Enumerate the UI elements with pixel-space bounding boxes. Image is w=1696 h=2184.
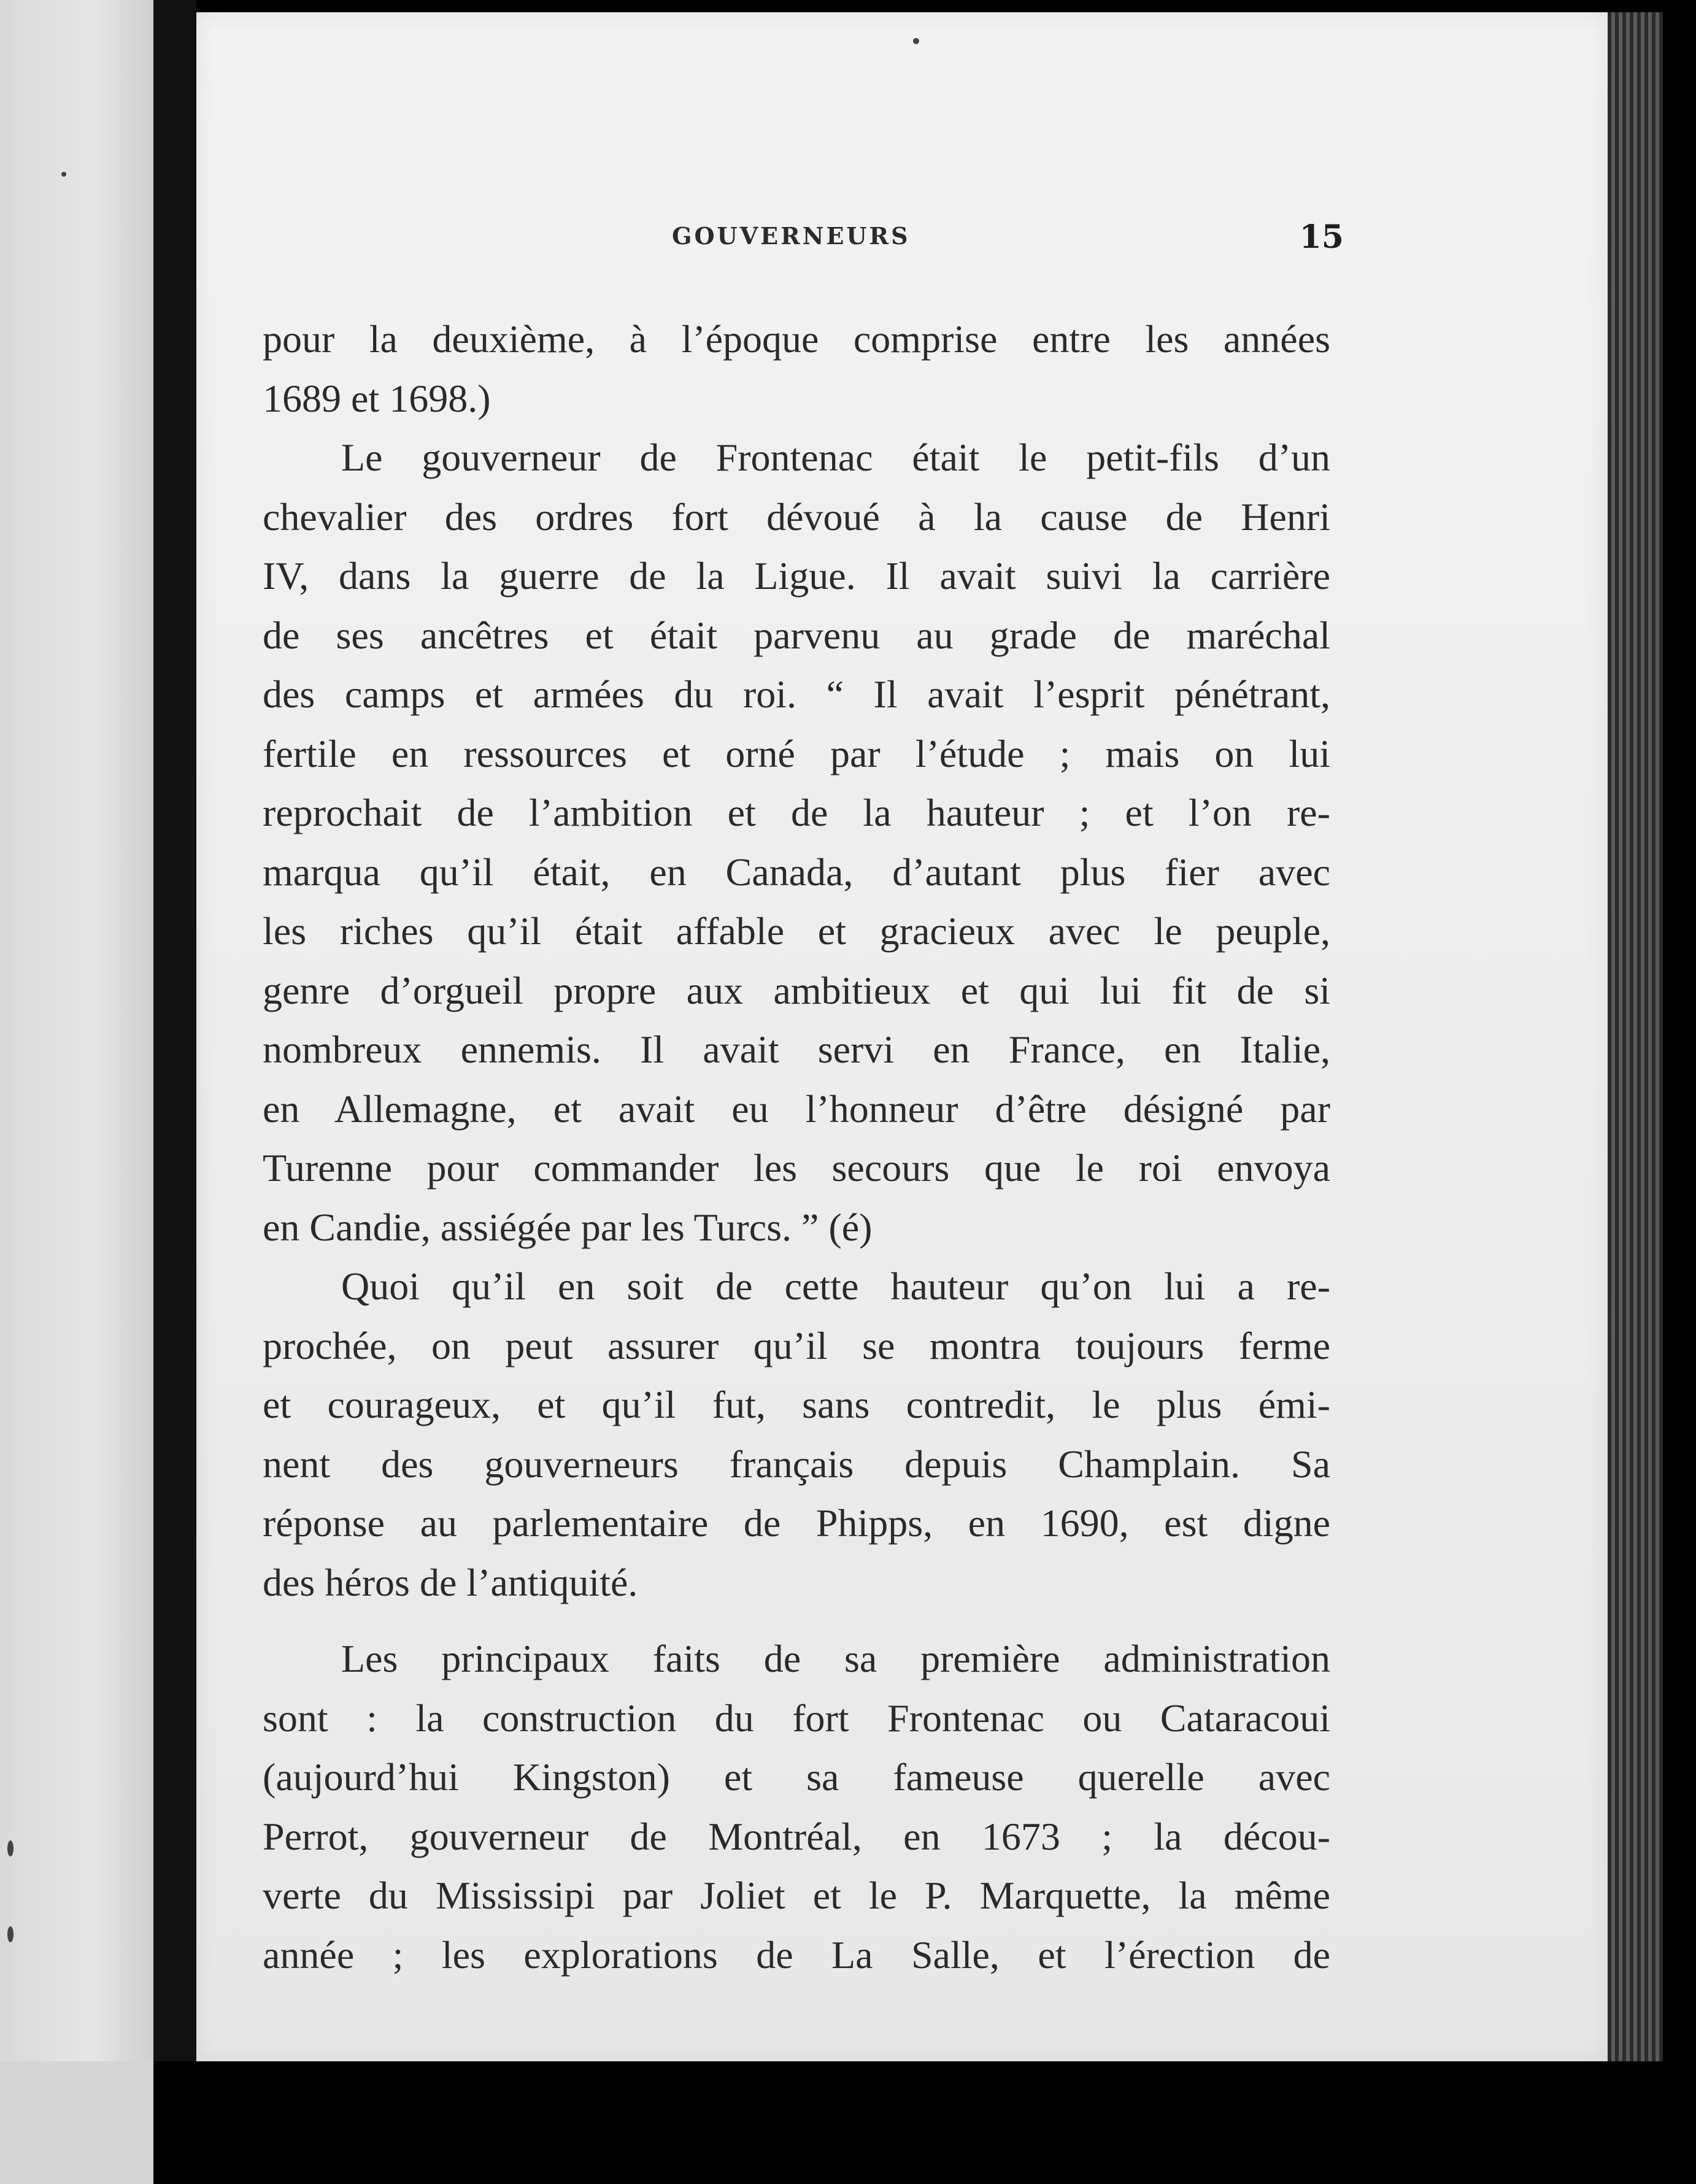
text-line: de ses ancêtres et était parvenu au grade de maréchal (263, 613, 1330, 657)
page-number: 15 (1299, 218, 1344, 256)
text-line: Quoi qu’il en soit de cette hauteur qu’on lui a re- (341, 1264, 1330, 1308)
text-line: en Allemagne, et avait eu l’honneur d’être désigné par (263, 1086, 1330, 1131)
facing-page (0, 0, 153, 2184)
page-stack-edge (1608, 12, 1663, 2061)
scan-speck (7, 1840, 13, 1856)
text-line: Turenne pour commander les secours que le roi envoya (263, 1146, 1330, 1190)
text-line: 1689 et 1698.) (263, 376, 491, 420)
text-line: nent des gouverneurs français depuis Champlain. Sa (263, 1442, 1330, 1486)
text-line: (aujourd’hui Kingston) et sa fameuse querelle avec (263, 1755, 1330, 1799)
text-line: des héros de l’antiquité. (263, 1560, 638, 1604)
body-text (263, 310, 1330, 1985)
text-line: prochée, on peut assurer qu’il se montra toujours ferme (263, 1323, 1330, 1367)
text-line: des camps et armées du roi. “ Il avait l’esprit pénétrant, (263, 672, 1330, 716)
running-title: GOUVERNEURS (672, 222, 911, 250)
text-line: Le gouverneur de Frontenac était le petit-fils d’un (341, 436, 1330, 479)
text-line: sont : la construction du fort Frontenac ou Cataracoui (263, 1696, 1330, 1740)
scan-border-bottom (0, 2061, 1696, 2184)
text-line: marqua qu’il était, en Canada, d’autant plus fier avec (263, 850, 1330, 894)
text-line: et courageux, et qu’il fut, sans contredit, le plus émi- (263, 1383, 1330, 1426)
text-line: IV, dans la guerre de la Ligue. Il avait suivi la carrière (263, 554, 1330, 598)
scan-speck (7, 1926, 13, 1942)
text-line: genre d’orgueil propre aux ambitieux et qui lui fit de si (263, 968, 1330, 1012)
scan-border-right (1663, 0, 1696, 2184)
text-line: verte du Mississipi par Joliet et le P. Marquette, la même (263, 1874, 1330, 1917)
facing-page-bottom (0, 2061, 153, 2184)
scan-speck (913, 38, 919, 44)
text-line: nombreux ennemis. Il avait servi en France, en Italie, (263, 1028, 1330, 1071)
book-gutter (153, 0, 196, 2184)
text-line: pour la deuxième, à l’époque comprise entre les années (263, 317, 1330, 361)
text-line: reprochait de l’ambition et de la hauteur ; et l’on re- (263, 791, 1330, 834)
text-line: chevalier des ordres fort dévoué à la cause de Henri (263, 494, 1330, 539)
text-line: en Candie, assiégée par les Turcs. ” (é) (263, 1205, 873, 1249)
text-line: année ; les explorations de La Salle, et l’érection de (263, 1932, 1330, 1977)
text-line: les riches qu’il était affable et gracieux avec le peuple, (263, 909, 1330, 953)
text-line: fertile en ressources et orné par l’étude ; mais on lui (263, 731, 1330, 775)
text-line: Perrot, gouverneur de Montréal, en 1673 ; la décou- (263, 1814, 1330, 1858)
text-line: réponse au parlementaire de Phipps, en 1690, est digne (263, 1501, 1330, 1545)
text-line: Les principaux faits de sa première administration (341, 1637, 1330, 1680)
page-header (264, 218, 1344, 265)
scan-speck (61, 172, 66, 177)
